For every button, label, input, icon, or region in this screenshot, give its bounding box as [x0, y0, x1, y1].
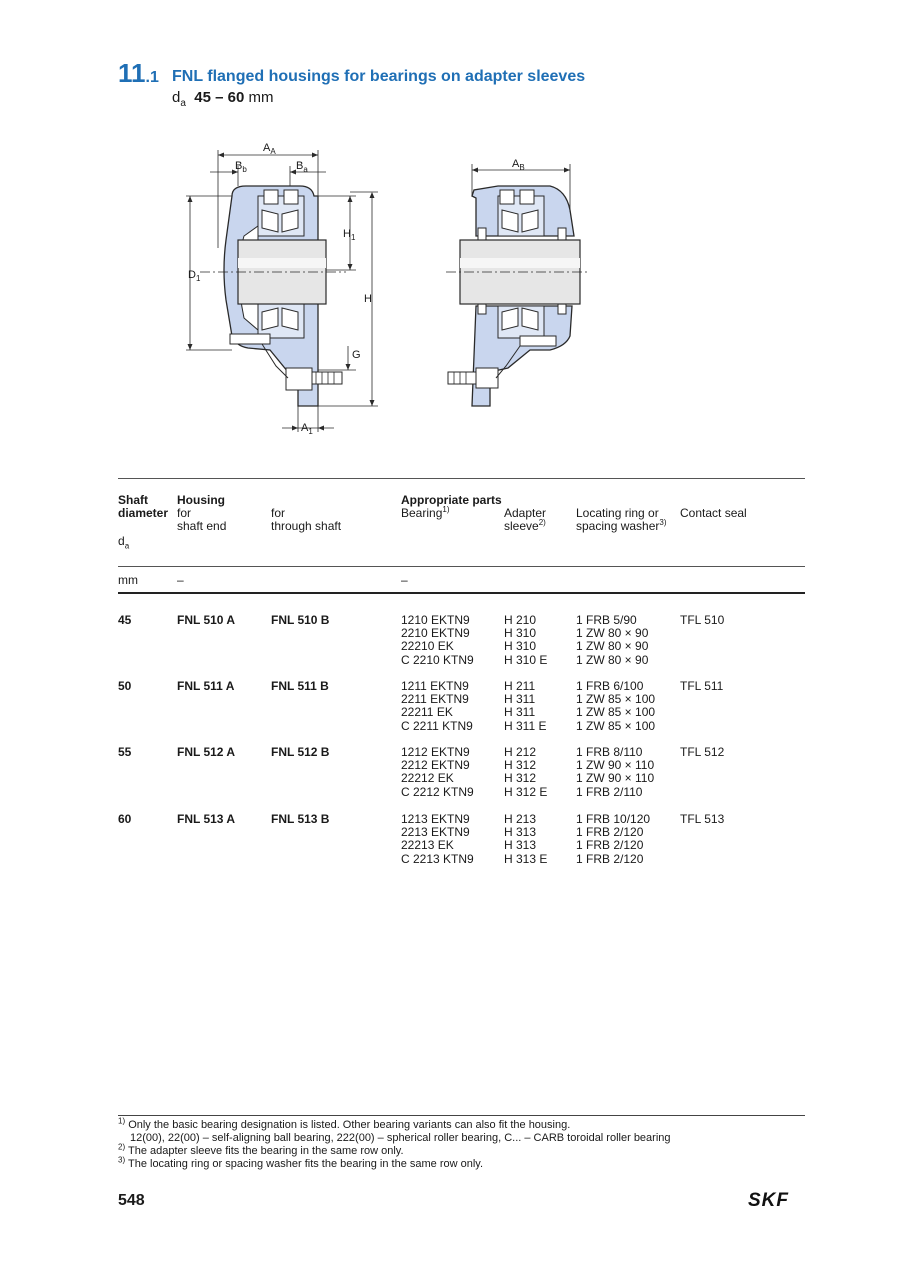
- cell-shaft-diameter: 50: [118, 679, 132, 693]
- cell-housing-shaft-end: FNL 510 A: [177, 613, 236, 627]
- footnote-2: $^{2)}$ The adapter sleeve fits the bearing in the same row only.: [118, 1142, 404, 1157]
- cell-rings: 1 FRB 5/90 1 ZW 80 × 90 1 ZW 80 × 90 1 ZW 80 × 90: [576, 613, 649, 667]
- dim-label-h1: $H_1$: [343, 228, 356, 242]
- header-shaft: Shaft: [118, 493, 148, 507]
- unit-shaft: mm: [118, 573, 138, 587]
- cell-seal: TFL 513: [680, 812, 725, 826]
- range-value: 45 – 60: [194, 89, 245, 106]
- unit-parts: –: [401, 573, 408, 587]
- cell-bearings: 1213 EKTN9 2213 EKTN9 22213 EK C 2213 KTN9: [401, 812, 474, 866]
- table-top-rule: [118, 478, 805, 479]
- dim-label-ab: $A_B$: [512, 158, 525, 172]
- header-appropriate-parts: Appropriate parts: [401, 493, 502, 507]
- cell-rings: 1 FRB 8/110 1 ZW 90 × 110 1 ZW 90 × 110 1 FRB 2/110: [576, 745, 655, 799]
- header-housing: Housing: [177, 493, 225, 507]
- housing-shaft-end-view: [200, 186, 346, 406]
- cell-sleeves: H 211 H 311 H 311 H 311 E: [504, 679, 547, 733]
- dim-label-g: G: [352, 349, 361, 361]
- dim-label-aa: $A_A$: [263, 142, 276, 156]
- header-locating-1: Locating ring or: [576, 506, 659, 520]
- cell-housing-through: FNL 513 B: [271, 812, 330, 826]
- housing-through-shaft-view: [446, 186, 590, 406]
- cell-housing-through: FNL 511 B: [271, 679, 329, 693]
- header-da: $d_a$: [118, 534, 130, 551]
- cell-bearings: 1210 EKTN9 2210 EKTN9 22210 EK C 2210 KTN9: [401, 613, 474, 667]
- header-adapter-2: sleeve$^{2)}$: [504, 518, 546, 533]
- header-for-shaft-end-2: shaft end: [177, 519, 227, 533]
- cell-shaft-diameter: 60: [118, 812, 132, 826]
- dim-label-h: H: [364, 293, 372, 305]
- housing-drawing: [0, 0, 900, 450]
- cell-shaft-diameter: 55: [118, 745, 132, 759]
- section-sub-number: .1: [145, 69, 159, 86]
- cell-housing-shaft-end: FNL 513 A: [177, 812, 236, 826]
- table-header-rule: [118, 566, 805, 567]
- cell-sleeves: H 213 H 313 H 313 H 313 E: [504, 812, 548, 866]
- cell-sleeves: H 210 H 310 H 310 H 310 E: [504, 613, 548, 667]
- size-range: $d_a$ 45 – 60 mm: [172, 89, 274, 109]
- footnote-3: $^{3)}$ The locating ring or spacing washer fits the bearing in the same row only.: [118, 1155, 484, 1170]
- dim-label-a1: $A_1$: [301, 422, 313, 436]
- header-contact-seal: Contact seal: [680, 506, 747, 520]
- cell-housing-shaft-end: FNL 512 A: [177, 745, 236, 759]
- cell-seal: TFL 512: [680, 745, 725, 759]
- header-for-shaft-end-1: for: [177, 506, 192, 520]
- header-bearing: Bearing$^{1)}$: [401, 505, 450, 520]
- section-number: 11.1: [118, 58, 159, 88]
- header-for-through-2: through shaft: [271, 519, 342, 533]
- cell-housing-through: FNL 510 B: [271, 613, 330, 627]
- cell-bearings: 1211 EKTN9 2211 EKTN9 22211 EK C 2211 KTN9: [401, 679, 473, 733]
- brand-logo-text: SKF: [748, 1190, 789, 1210]
- cell-rings: 1 FRB 6/100 1 ZW 85 × 100 1 ZW 85 × 100 1 ZW 85 × 100: [576, 679, 656, 733]
- cell-bearings: 1212 EKTN9 2212 EKTN9 22212 EK C 2212 KTN9: [401, 745, 474, 799]
- header-for-through-1: for: [271, 506, 286, 520]
- dim-label-bb: $B_b$: [235, 160, 247, 174]
- skf-logo: [748, 1190, 806, 1210]
- cell-housing-shaft-end: FNL 511 A: [177, 679, 235, 693]
- footnote-1-continued: 12(00), 22(00) – self-aligning ball bearing, 222(00) – spherical roller bearing, C... – CARB toroidal roller bearing: [130, 1132, 671, 1144]
- footnote-rule: [118, 1115, 805, 1116]
- cell-shaft-diameter: 45: [118, 613, 132, 627]
- cell-sleeves: H 212 H 312 H 312 H 312 E: [504, 745, 548, 799]
- page-title: FNL flanged housings for bearings on adapter sleeves: [172, 68, 586, 85]
- header-locating-2: spacing washer$^{3)}$: [576, 518, 667, 533]
- cell-seal: TFL 510: [680, 613, 725, 627]
- cell-rings: 1 FRB 10/120 1 FRB 2/120 1 FRB 2/120 1 FRB 2/120: [576, 812, 651, 866]
- unit-housing: –: [177, 573, 184, 587]
- page-number: 548: [118, 1192, 145, 1209]
- cell-seal: TFL 511: [680, 679, 724, 693]
- dim-label-d1: $D_1$: [188, 269, 201, 283]
- table-unit-rule: [118, 592, 805, 594]
- cell-housing-through: FNL 512 B: [271, 745, 330, 759]
- header-adapter-1: Adapter: [504, 506, 547, 520]
- header-diameter: diameter: [118, 506, 169, 520]
- dim-label-ba: $B_a$: [296, 160, 308, 174]
- footnote-1: $^{1)}$ Only the basic bearing designation is listed. Other bearing variants can also fit the housing.: [118, 1116, 571, 1131]
